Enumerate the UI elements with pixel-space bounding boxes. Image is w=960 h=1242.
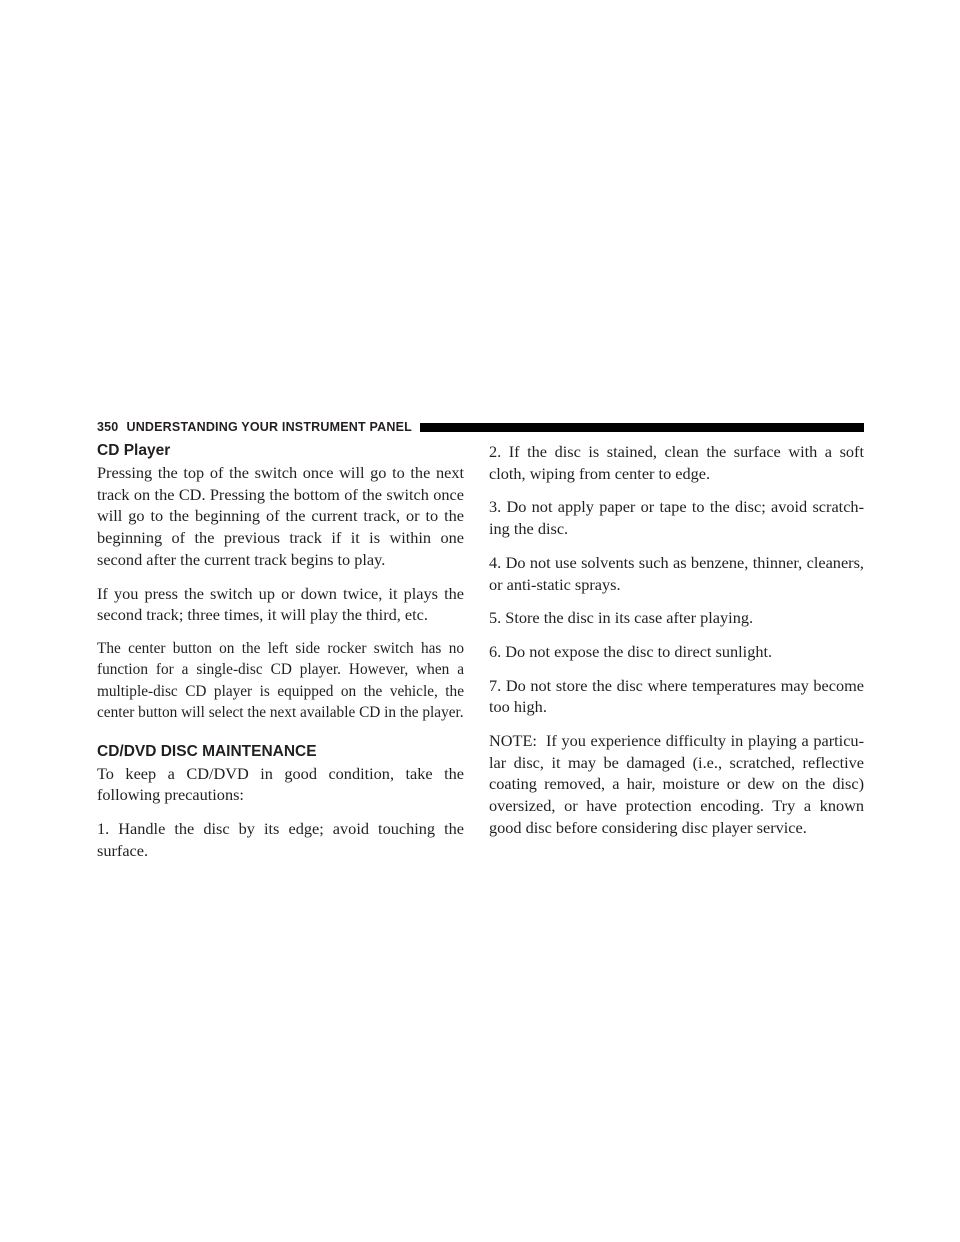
heading-cd-player: CD Player — [97, 442, 171, 459]
list-item-no-solvents: 4. Do not use solvents such as benzene, thinner, cleaners, or anti-static sprays. — [489, 552, 864, 594]
right-column — [489, 441, 864, 851]
heading-disc-maintenance: CD/DVD DISC MAINTENANCE — [97, 742, 317, 760]
header-rule — [420, 423, 864, 432]
list-item-clean-stain: 2. If the disc is stained, clean the surface with a soft cloth, wiping from center to edge. — [489, 442, 864, 483]
list-item-no-high-temperature: 7. Do not store the disc where temperatures may become too high. — [489, 675, 864, 717]
page-header — [97, 418, 864, 436]
list-item-handle-disc: 1. Handle the disc by its edge; avoid touching the surface. — [97, 818, 464, 860]
paragraph-precautions-intro: To keep a CD/DVD in good condition, take the following precautions: — [97, 763, 464, 805]
paragraph-switch-twice: If you press the switch up or down twice, it plays the second track; three times, it will play the third, etc. — [97, 583, 464, 625]
note-paragraph — [489, 730, 864, 839]
left-column — [97, 441, 464, 873]
section-title: UNDERSTANDING YOUR INSTRUMENT PANEL — [126, 420, 412, 434]
list-item-store-in-case: 5. Store the disc in its case after playing. — [489, 608, 754, 628]
page-number: 350 — [97, 420, 119, 434]
paragraph-switch-next-track: Pressing the top of the switch once will go to the next track on the CD. Pressing the bottom of the switch once will go to the beginning of the current track, or to the beginning of the previous track if it is within one second after the current track begins to play. — [97, 463, 464, 569]
list-item-no-sunlight: 6. Do not expose the disc to direct sunlight. — [489, 641, 773, 661]
list-item-no-paper-tape: 3. Do not apply paper or tape to the disc; avoid scratching the disc. — [489, 497, 864, 539]
paragraph-center-button: The center button on the left side rocker switch has no function for a single-disc CD player. However, when a multiple-disc CD player is equipped on the vehicle, the center button will select the next available CD in the player. — [97, 639, 464, 722]
note-text: If you experience difficulty in playing a particular disc, it may be damaged (i.e., scratched, reflective coating removed, a hair, moisture or dew on the disc) oversized, or have protection encoding. Try a known good disc before considering disc player service. — [489, 731, 864, 837]
note-label: NOTE: — [489, 731, 537, 751]
